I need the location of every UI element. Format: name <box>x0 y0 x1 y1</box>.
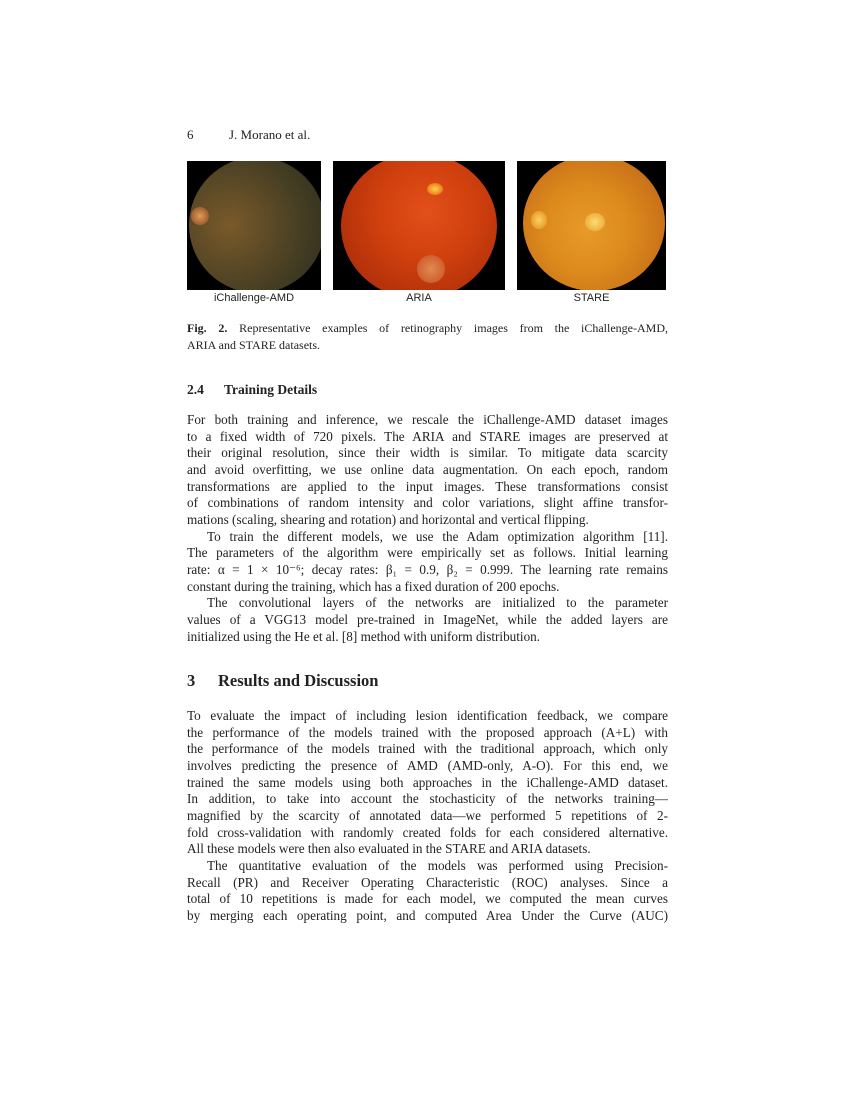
text-line: the performance of the models trained with the proposed approach (A+L) with <box>187 724 668 740</box>
section-title: Results and Discussion <box>218 671 379 690</box>
section-2-4-body <box>187 412 668 645</box>
text-line: The convolutional layers of the networks are initialized to the parameter <box>207 595 668 611</box>
text-line: In addition, to take into account the stochasticity of the networks training— <box>187 791 668 807</box>
text-line: Recall (PR) and Receiver Operating Characteristic (ROC) analyses. Since a <box>187 874 668 890</box>
text-line: The parameters of the algorithm were empirically set as follows. Initial learning <box>187 545 668 561</box>
section-heading <box>187 382 317 398</box>
section-number: 3 <box>187 671 196 690</box>
retina-image-stare <box>517 161 666 290</box>
section-heading <box>187 671 378 691</box>
text-line: and avoid overfitting, we use online data augmentation. On each epoch, random <box>187 461 668 477</box>
text-line: initialized using the He et al. [8] method with uniform distribution. <box>187 628 541 644</box>
image-label: ARIA <box>406 292 432 304</box>
text-line: The quantitative evaluation of the models was performed using Precision- <box>207 857 668 873</box>
text-line: transformations are applied to the input images. These transformations consist <box>187 478 668 494</box>
caption-line: ARIA and STARE datasets. <box>187 338 321 352</box>
image-label: iChallenge-AMD <box>213 292 295 304</box>
text-line: magnified by the scarcity of annotated data—we performed 5 repetitions of 2- <box>187 807 668 823</box>
running-authors: J. Morano et al. <box>229 127 311 142</box>
text-line: values of a VGG13 model pre-trained in ImageNet, while the added layers are <box>187 611 668 627</box>
caption-label: Fig. 2. <box>187 321 228 335</box>
text-line: the performance of the models trained with the traditional approach, which only <box>187 741 668 757</box>
section-3-body <box>187 708 668 925</box>
text-line: To evaluate the impact of including lesion identification feedback, we compare <box>187 708 668 723</box>
text-line: mations (scaling, shearing and rotation) and horizontal and vertical flipping. <box>187 511 589 527</box>
text-line: of combinations of random intensity and color variations, slight affine transfor- <box>187 495 668 511</box>
section-title: Training Details <box>224 382 318 397</box>
text-line: their original resolution, since their width is similar. To mitigate data scarcity <box>187 445 668 461</box>
caption-line: Representative examples of retinography images from the iChallenge-AMD, <box>239 321 669 335</box>
image-label: STARE <box>573 292 610 304</box>
section-number: 2.4 <box>187 382 204 397</box>
text-line: by merging each operating point, and computed Area Under the Curve (AUC) <box>187 907 668 923</box>
text-line: trained the same models using both approaches in the iChallenge-AMD dataset. <box>187 774 668 790</box>
text-line: total of 10 repetitions is made for each model, we computed the mean curves <box>187 891 668 907</box>
text-line: All these models were then also evaluated in the STARE and ARIA datasets. <box>187 841 591 857</box>
text-line: to a fixed width of 720 pixels. The ARIA and STARE images are preserved at <box>187 428 668 444</box>
text-line: constant during the training, which has a fixed duration of 200 epochs. <box>187 578 560 594</box>
text-line: rate: α = 1 × 10⁻⁶; decay rates: β₁ = 0.9, β₂ = 0.999. The learning rate remains <box>187 561 668 577</box>
retina-image-ichallenge <box>187 161 321 290</box>
running-header <box>187 127 310 143</box>
text-line: fold cross-validation with randomly created folds for each considered alternative. <box>187 824 668 840</box>
figure-caption <box>187 320 668 354</box>
retina-image-aria <box>333 161 505 290</box>
text-line: For both training and inference, we rescale the iChallenge-AMD dataset images <box>187 412 668 427</box>
text-line: To train the different models, we use the Adam optimization algorithm [11]. <box>207 528 668 544</box>
text-line: involves predicting the presence of AMD (AMD-only, A-O). For this end, we <box>187 757 668 773</box>
page-number: 6 <box>187 127 194 142</box>
